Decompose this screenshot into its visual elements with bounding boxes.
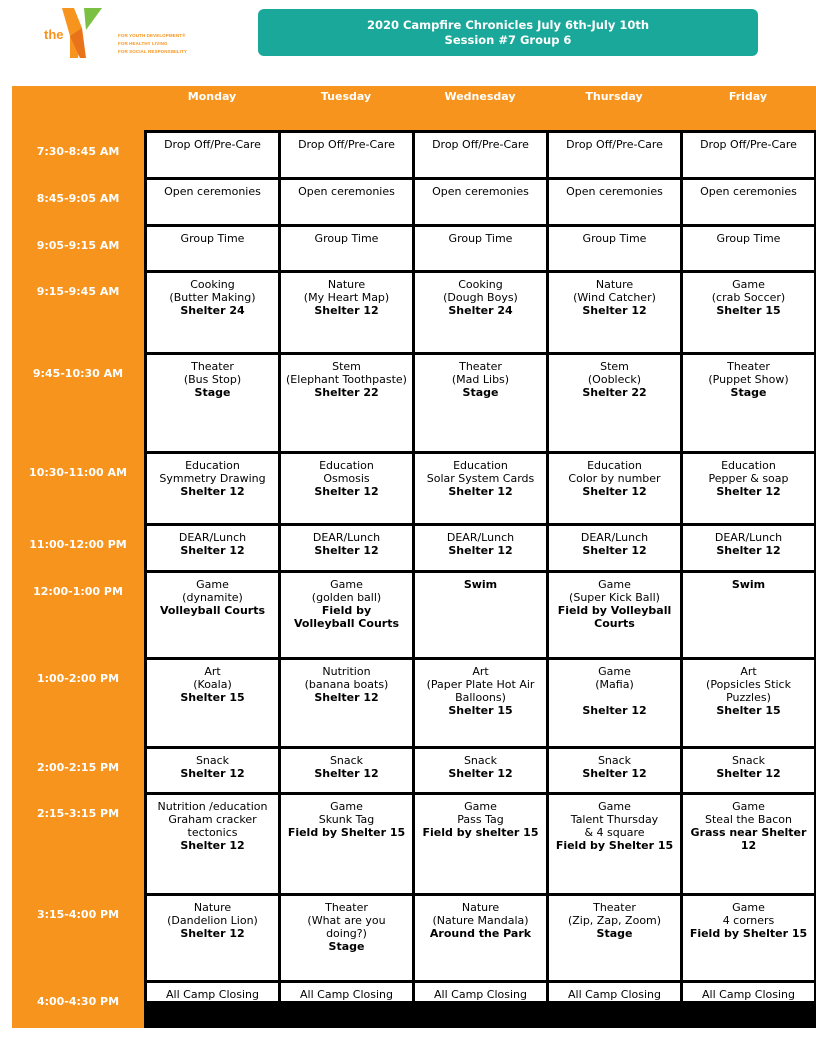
page-subtitle: Session #7 Group 6 — [444, 32, 572, 47]
activity-text: Pepper & soap — [708, 472, 789, 485]
activity-text: Game — [732, 901, 765, 914]
activity-text: All Camp Closing — [166, 988, 259, 1001]
schedule-cell — [147, 273, 278, 352]
schedule-cell — [683, 227, 814, 270]
schedule-cell — [683, 526, 814, 570]
schedule-cell — [281, 573, 412, 657]
activity-text: Balloons) — [455, 691, 506, 704]
activity-location: Shelter 12 — [314, 304, 379, 317]
activity-text: Snack — [731, 754, 766, 767]
activity-text: (Paper Plate Hot Air — [426, 678, 535, 691]
day-header: Monday — [187, 90, 237, 103]
activity-text: Nutrition /education — [157, 800, 268, 813]
activity-text: Education — [319, 459, 374, 472]
activity-location: Swim — [731, 578, 766, 591]
time-slot-label: 9:15-9:45 AM — [36, 285, 120, 298]
activity-text: 4 corners — [722, 914, 775, 927]
activity-text: Solar System Cards — [426, 472, 535, 485]
schedule-cell — [415, 273, 546, 352]
schedule-cell — [683, 133, 814, 177]
activity-text: Group Time — [716, 232, 781, 245]
schedule-cell — [281, 454, 412, 523]
logo-text: the — [44, 27, 64, 42]
activity-location: Stage — [328, 940, 365, 953]
activity-text: Education — [721, 459, 776, 472]
activity-location: Shelter 12 — [314, 485, 379, 498]
schedule-cell — [549, 896, 680, 980]
day-header: Tuesday — [320, 90, 372, 103]
schedule-cell — [147, 227, 278, 270]
activity-location: Field by shelter 15 — [422, 826, 539, 839]
activity-text: Game — [732, 800, 765, 813]
activity-location: Volleyball Courts — [294, 617, 399, 630]
activity-text: Theater — [191, 360, 234, 373]
schedule-cell — [147, 896, 278, 980]
activity-location: Shelter 15 — [716, 304, 781, 317]
schedule-cell — [415, 227, 546, 270]
activity-location: Shelter 15 — [180, 691, 245, 704]
schedule-cell — [415, 795, 546, 893]
schedule-cell — [415, 526, 546, 570]
schedule-cell — [415, 355, 546, 451]
logo-tagline: FOR YOUTH DEVELOPMENT® — [118, 33, 186, 38]
activity-text: Open ceremonies — [700, 185, 797, 198]
schedule-grid — [144, 130, 816, 1028]
time-slot-label: 11:00-12:00 PM — [29, 538, 127, 551]
activity-text: Nature — [595, 278, 634, 291]
schedule-cell — [281, 896, 412, 980]
activity-text: (Bus Stop) — [183, 373, 242, 386]
schedule-cell — [147, 454, 278, 523]
activity-text: Education — [453, 459, 508, 472]
activity-text: Game — [464, 800, 497, 813]
activity-text: Pass Tag — [457, 813, 504, 826]
schedule-cell — [683, 180, 814, 224]
activity-text: Snack — [195, 754, 230, 767]
time-slot-label: 2:15-3:15 PM — [36, 807, 120, 820]
schedule-cell — [147, 983, 278, 1001]
activity-text: (What are you — [307, 914, 386, 927]
schedule-cell — [549, 133, 680, 177]
schedule-cell — [549, 526, 680, 570]
activity-location: Field by — [321, 604, 372, 617]
activity-text: Open ceremonies — [164, 185, 261, 198]
activity-text: Game — [732, 278, 765, 291]
time-slot-label: 3:15-4:00 PM — [36, 908, 120, 921]
activity-location: Shelter 22 — [582, 386, 647, 399]
schedule-cell — [683, 454, 814, 523]
schedule-cell — [147, 749, 278, 792]
schedule-cell — [281, 355, 412, 451]
activity-text: Drop Off/Pre-Care — [566, 138, 663, 151]
activity-text: DEAR/Lunch — [446, 531, 515, 544]
schedule-cell — [147, 526, 278, 570]
activity-text: Game — [330, 800, 363, 813]
activity-text: Graham cracker — [168, 813, 257, 826]
activity-text: Game — [598, 665, 631, 678]
activity-text: (golden ball) — [311, 591, 382, 604]
schedule-cell — [415, 454, 546, 523]
schedule-cell — [549, 573, 680, 657]
activity-text: DEAR/Lunch — [580, 531, 649, 544]
activity-text: (Mad Libs) — [451, 373, 510, 386]
activity-text: All Camp Closing — [702, 988, 795, 1001]
logo-tagline: FOR HEALTHY LIVING — [118, 41, 168, 46]
activity-text: Open ceremonies — [298, 185, 395, 198]
time-slot-label: 8:45-9:05 AM — [36, 192, 120, 205]
activity-location: Shelter 12 — [582, 485, 647, 498]
activity-text: Nature — [461, 901, 500, 914]
activity-location: Shelter 12 — [180, 544, 245, 557]
schedule-cell — [415, 573, 546, 657]
schedule-cell — [147, 355, 278, 451]
activity-location: Around the Park — [429, 927, 532, 940]
activity-location: Swim — [463, 578, 498, 591]
schedule-cell — [281, 133, 412, 177]
activity-text: Nutrition — [322, 665, 371, 678]
activity-location: Shelter 12 — [314, 767, 379, 780]
day-header: Thursday — [585, 90, 643, 103]
schedule-cell — [415, 133, 546, 177]
schedule-cell — [415, 749, 546, 792]
activity-text: Open ceremonies — [432, 185, 529, 198]
activity-location: Shelter 12 — [716, 544, 781, 557]
title-banner — [258, 9, 758, 56]
ymca-logo — [40, 6, 230, 58]
schedule-cell — [147, 573, 278, 657]
activity-location: Shelter 12 — [180, 485, 245, 498]
schedule-cell — [549, 227, 680, 270]
activity-text: Puzzles) — [726, 691, 771, 704]
activity-location: Shelter 24 — [180, 304, 245, 317]
activity-text: (Elephant Toothpaste) — [286, 373, 407, 386]
activity-text: Theater — [593, 901, 636, 914]
activity-text: (dynamite) — [182, 591, 243, 604]
activity-text: tectonics — [187, 826, 238, 839]
schedule-cell — [415, 180, 546, 224]
activity-location: Stage — [596, 927, 633, 940]
schedule-cell — [281, 749, 412, 792]
activity-text: DEAR/Lunch — [714, 531, 783, 544]
schedule-cell — [549, 795, 680, 893]
activity-text: Cooking — [458, 278, 503, 291]
activity-location: Shelter 12 — [716, 767, 781, 780]
activity-location: Shelter 12 — [448, 544, 513, 557]
activity-text: Theater — [325, 901, 368, 914]
schedule-cell — [549, 273, 680, 352]
schedule-cell — [549, 983, 680, 1001]
activity-text: (Wind Catcher) — [573, 291, 656, 304]
activity-text: (banana boats) — [304, 678, 389, 691]
activity-text: doing?) — [326, 927, 367, 940]
activity-text: DEAR/Lunch — [312, 531, 381, 544]
time-slot-label: 2:00-2:15 PM — [36, 761, 120, 774]
activity-text: Game — [598, 578, 631, 591]
activity-text: (Oobleck) — [587, 373, 642, 386]
activity-text: Drop Off/Pre-Care — [700, 138, 797, 151]
activity-text: Nature — [327, 278, 366, 291]
time-slot-label: 7:30-8:45 AM — [36, 145, 120, 158]
time-slot-label: 4:00-4:30 PM — [36, 995, 120, 1008]
schedule-cell — [281, 273, 412, 352]
schedule-cell — [683, 896, 814, 980]
activity-text: Skunk Tag — [318, 813, 375, 826]
activity-text: (Popsicles Stick — [706, 678, 791, 691]
schedule-cell — [683, 795, 814, 893]
schedule-cell — [549, 355, 680, 451]
activity-location: Volleyball Courts — [160, 604, 265, 617]
time-slot-label: 9:05-9:15 AM — [36, 239, 120, 252]
schedule-cell — [549, 660, 680, 746]
time-slot-label: 9:45-10:30 AM — [32, 367, 124, 380]
activity-location: Shelter 12 — [180, 767, 245, 780]
logo-tagline: FOR SOCIAL RESPONSIBILITY — [118, 49, 187, 54]
activity-text: Art — [472, 665, 489, 678]
schedule-cell — [281, 227, 412, 270]
schedule-cell — [549, 749, 680, 792]
activity-text: (Dandelion Lion) — [167, 914, 258, 927]
activity-text: Cooking — [190, 278, 235, 291]
activity-text: All Camp Closing — [434, 988, 527, 1001]
activity-text: Education — [185, 459, 240, 472]
activity-location: Shelter 22 — [314, 386, 379, 399]
activity-text: (Butter Making) — [169, 291, 256, 304]
activity-text: Nature — [193, 901, 232, 914]
time-slot-label: 10:30-11:00 AM — [29, 466, 127, 479]
activity-text: Game — [196, 578, 229, 591]
activity-location: Stage — [194, 386, 231, 399]
activity-text: Art — [740, 665, 757, 678]
activity-text: Game — [598, 800, 631, 813]
activity-text: Group Time — [448, 232, 513, 245]
activity-text: All Camp Closing — [300, 988, 393, 1001]
activity-text: & 4 square — [584, 826, 645, 839]
activity-text: (My Heart Map) — [303, 291, 390, 304]
activity-location: Shelter 12 — [582, 304, 647, 317]
activity-location: Shelter 12 — [582, 767, 647, 780]
activity-text: (crab Soccer) — [711, 291, 786, 304]
activity-location: Shelter 12 — [314, 691, 379, 704]
activity-location: Field by Shelter 15 — [555, 839, 674, 852]
schedule-cell — [415, 983, 546, 1001]
schedule-cell — [549, 180, 680, 224]
schedule-cell — [147, 795, 278, 893]
activity-text: (Mafia) — [595, 678, 634, 691]
activity-location: Stage — [462, 386, 499, 399]
schedule-cell — [683, 660, 814, 746]
activity-text: Drop Off/Pre-Care — [298, 138, 395, 151]
day-header: Friday — [728, 90, 768, 103]
schedule-cell — [147, 133, 278, 177]
activity-location: Shelter 12 — [582, 544, 647, 557]
activity-text: Color by number — [568, 472, 661, 485]
activity-location: Stage — [730, 386, 767, 399]
activity-text: Osmosis — [323, 472, 370, 485]
activity-location: Shelter 24 — [448, 304, 513, 317]
activity-text — [553, 691, 676, 704]
schedule-cell — [683, 573, 814, 657]
activity-location: Grass near Shelter — [690, 826, 807, 839]
activity-location: Shelter 12 — [180, 839, 245, 852]
schedule-cell — [683, 355, 814, 451]
activity-text: Education — [587, 459, 642, 472]
activity-location: Shelter 12 — [448, 767, 513, 780]
activity-location: Shelter 15 — [716, 704, 781, 717]
activity-text: Group Time — [180, 232, 245, 245]
schedule-cell — [683, 749, 814, 792]
activity-text: Group Time — [582, 232, 647, 245]
activity-text: Snack — [597, 754, 632, 767]
activity-location: Courts — [594, 617, 635, 630]
activity-location: Shelter 12 — [180, 927, 245, 940]
activity-text: (Nature Mandala) — [432, 914, 529, 927]
schedule-cell — [281, 180, 412, 224]
activity-text: Game — [330, 578, 363, 591]
activity-text: Talent Thursday — [570, 813, 659, 826]
schedule-cell — [281, 983, 412, 1001]
activity-location: Shelter 12 — [314, 544, 379, 557]
activity-location: Field by Shelter 15 — [689, 927, 808, 940]
activity-text: Stem — [332, 360, 361, 373]
activity-text: DEAR/Lunch — [178, 531, 247, 544]
schedule-cell — [415, 896, 546, 980]
schedule-cell — [281, 660, 412, 746]
schedule-cell — [415, 660, 546, 746]
activity-text: Steal the Bacon — [705, 813, 792, 826]
activity-text: Symmetry Drawing — [159, 472, 266, 485]
activity-text: All Camp Closing — [568, 988, 661, 1001]
schedule-cell — [281, 526, 412, 570]
day-header: Wednesday — [444, 90, 516, 103]
schedule-cell — [147, 660, 278, 746]
time-slot-label: 1:00-2:00 PM — [36, 672, 120, 685]
schedule-cell — [683, 983, 814, 1001]
schedule-cell — [549, 454, 680, 523]
activity-text: (Puppet Show) — [708, 373, 789, 386]
activity-text: Theater — [727, 360, 770, 373]
activity-location: Shelter 12 — [448, 485, 513, 498]
schedule-cell — [281, 795, 412, 893]
activity-location: 12 — [740, 839, 757, 852]
activity-location: Shelter 12 — [582, 704, 647, 717]
activity-location: Field by Volleyball — [557, 604, 672, 617]
activity-text: Snack — [329, 754, 364, 767]
activity-text: (Koala) — [193, 678, 232, 691]
activity-text: Open ceremonies — [566, 185, 663, 198]
activity-text: (Dough Boys) — [443, 291, 518, 304]
activity-location: Shelter 12 — [716, 485, 781, 498]
activity-text: Drop Off/Pre-Care — [432, 138, 529, 151]
activity-text: Theater — [459, 360, 502, 373]
activity-text: (Zip, Zap, Zoom) — [567, 914, 662, 927]
activity-text: Group Time — [314, 232, 379, 245]
activity-text: Snack — [463, 754, 498, 767]
activity-location: Shelter 15 — [448, 704, 513, 717]
schedule-cell — [147, 180, 278, 224]
activity-text: Art — [204, 665, 221, 678]
schedule-cell — [683, 273, 814, 352]
activity-text: Stem — [600, 360, 629, 373]
activity-location: Field by Shelter 15 — [287, 826, 406, 839]
time-slot-label: 12:00-1:00 PM — [33, 585, 123, 598]
page-title: 2020 Campfire Chronicles July 6th-July 10th — [366, 17, 650, 32]
activity-text: Drop Off/Pre-Care — [164, 138, 261, 151]
activity-text: (Super Kick Ball) — [569, 591, 660, 604]
